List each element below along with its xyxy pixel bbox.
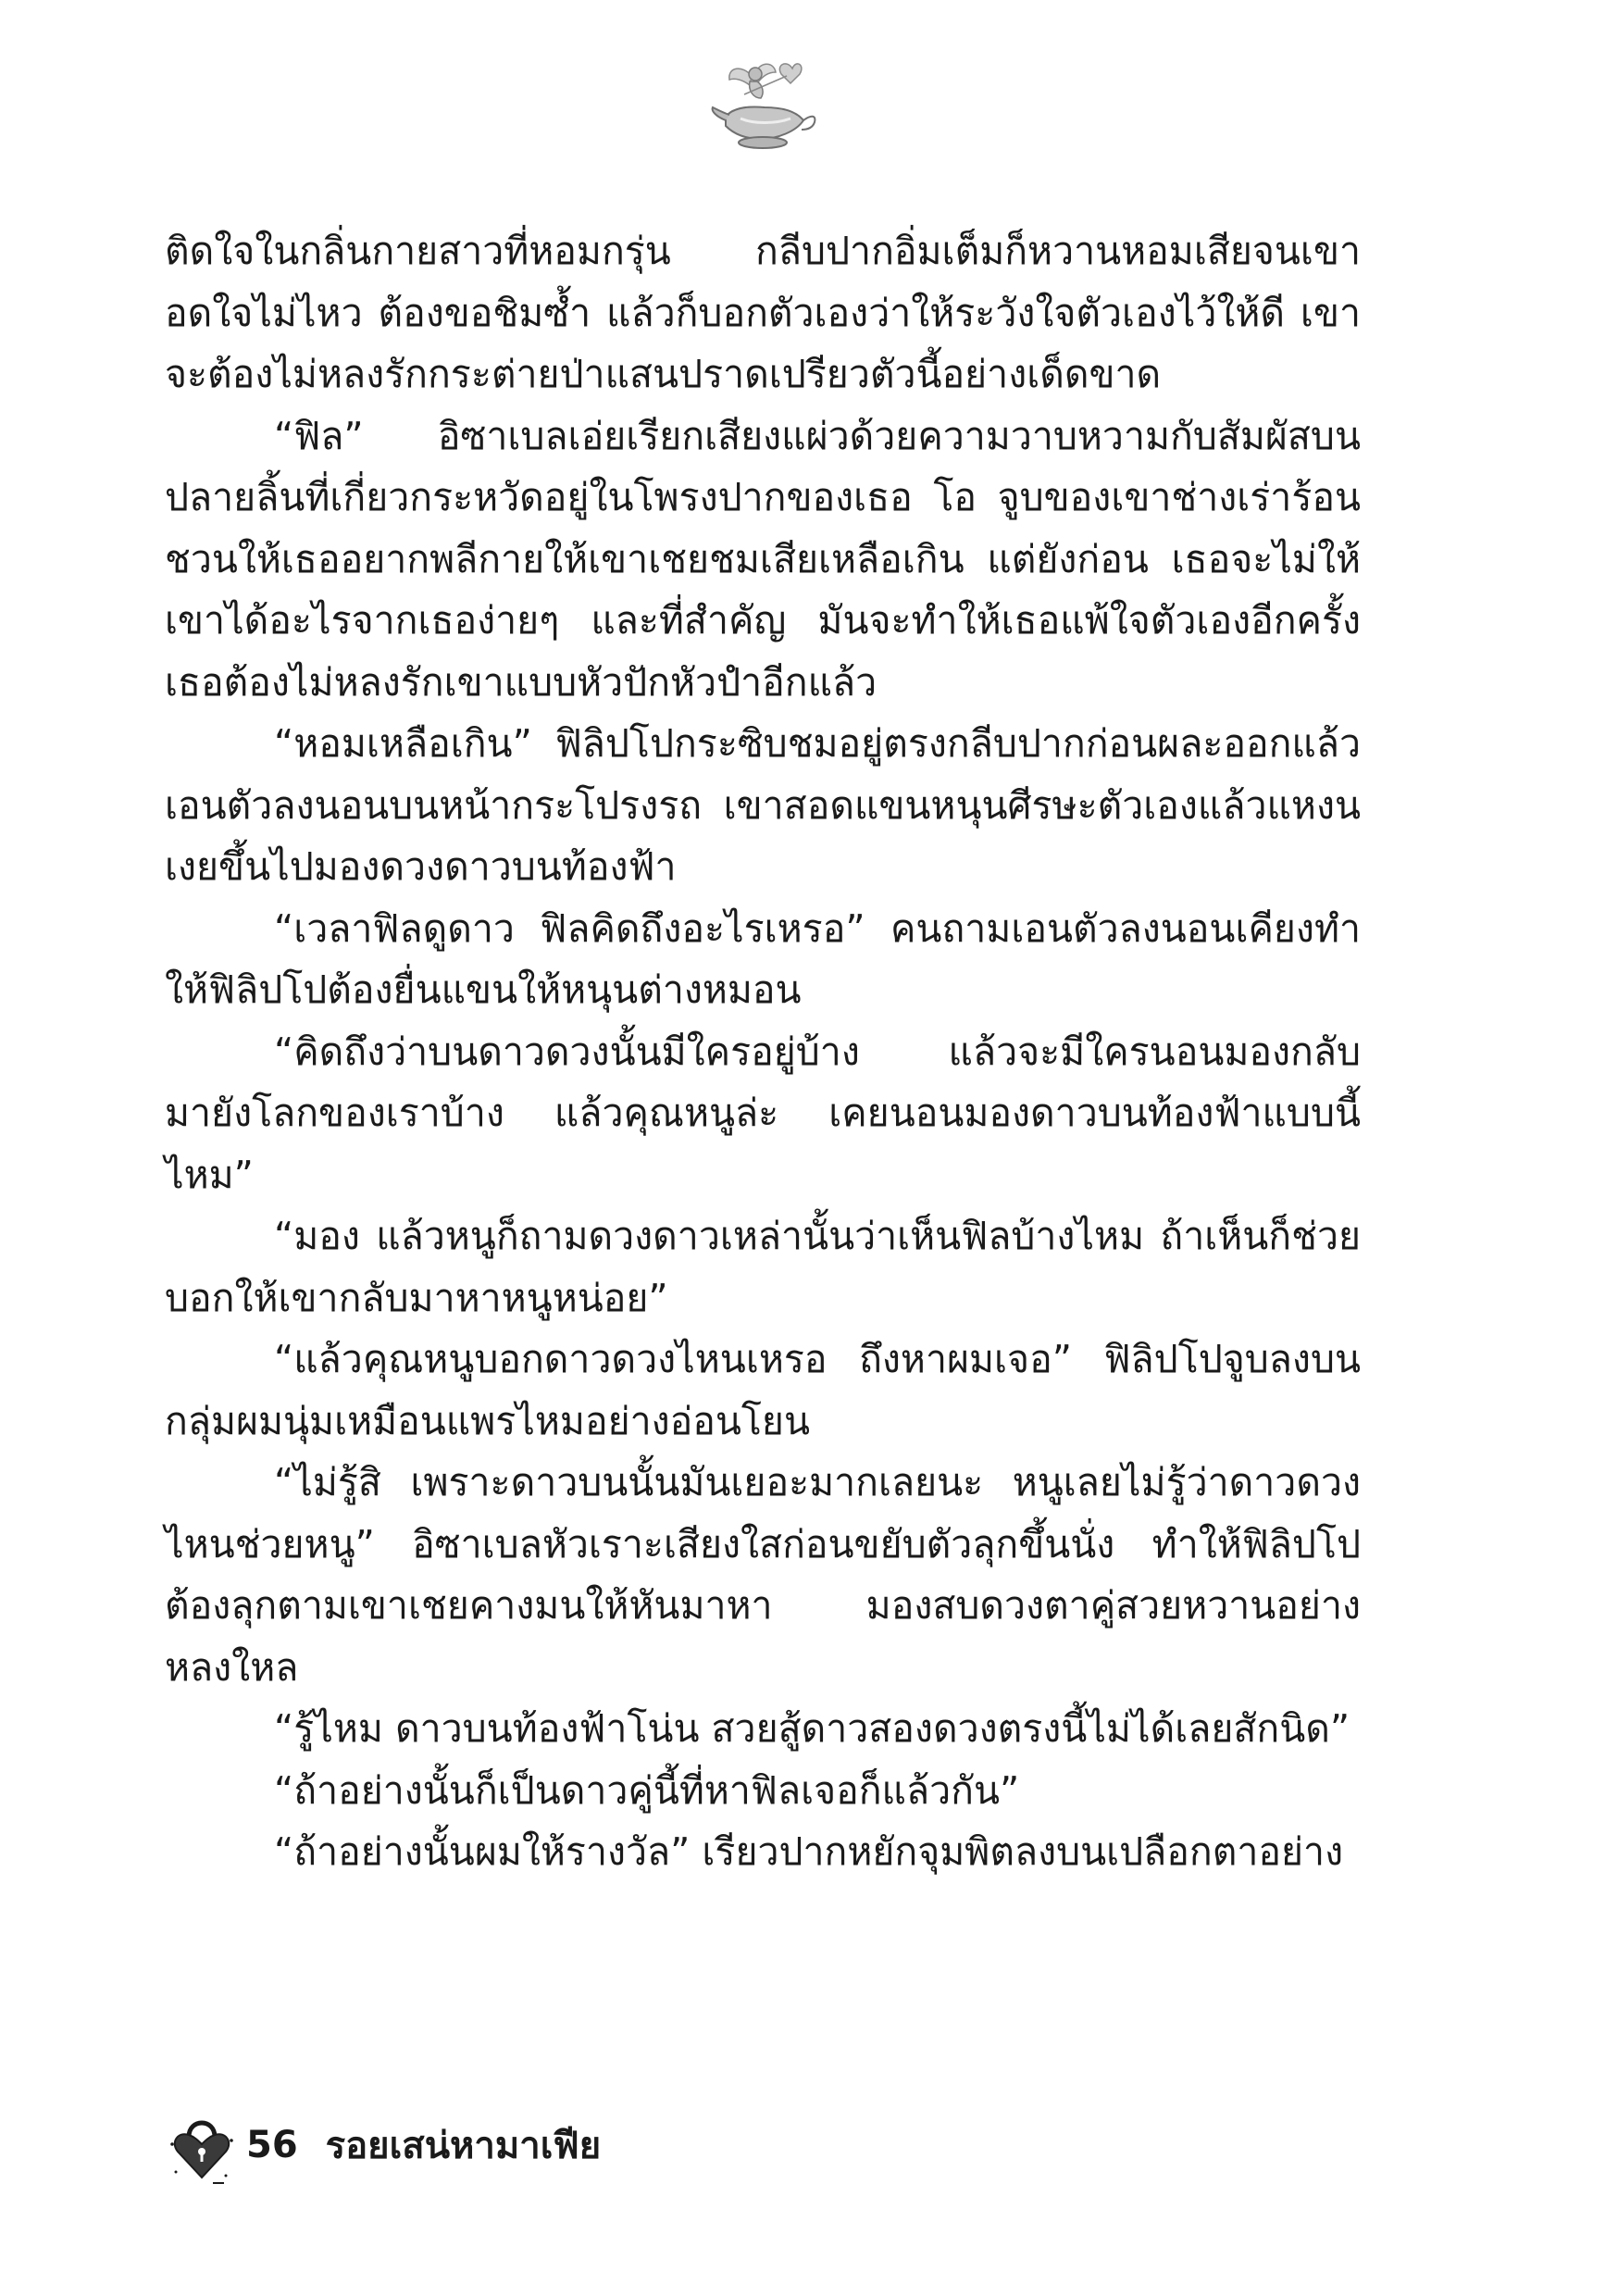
paragraph: “มอง แล้วหนูก็ถามดวงดาวเหล่านั้นว่าเห็นฟิลบ้างไหม ถ้าเห็นก็ช่วยบอกให้เขากลับมาหาหนูหน่อย” [165,1214,1361,1320]
paragraph: “ไม่รู้สิ เพราะดาวบนนั้นมันเยอะมากเลยนะ หนูเลยไม่รู้ว่าดาวดวงไหนช่วยหนู” อิซาเบลหัวเราะเสียงใสก่อนขยับตัวลุกขึ้นนั่ง ทำให้ฟิลิปโปต้องลุกตามเขาเชยคางมนให้หันมาหา มองสบดวงตาคู่สวยหวานอย่างหลงใหล [165,1460,1361,1690]
cupid-teapot-ornament-icon [707,56,818,157]
paragraph: “แล้วคุณหนูบอกดาวดวงไหนเหรอ ถึงหาผมเจอ” ฟิลิปโปจูบลงบนกลุ่มผมนุ่มเหมือนแพรไหมอย่างอ่อนโยน [165,1337,1361,1443]
paragraph: “ถ้าอย่างนั้นก็เป็นดาวคู่นี้ที่หาฟิลเจอก็แล้วกัน” [274,1767,1020,1813]
paragraph: “ถ้าอย่างนั้นผมให้รางวัล” เรียวปากหยักจุมพิตลงบนเปลือกตาอย่าง [274,1829,1344,1874]
page-number: 56 [246,2124,298,2166]
page-footer [165,2103,601,2187]
paragraph: ติดใจในกลิ่นกายสาวที่หอมกรุ่น กลีบปากอิ่มเต็มก็หวานหอมเสียจนเขาอดใจไม่ไหว ต้องขอชิมซ้ำ แล้วก็บอกตัวเองว่าให้ระวังใจตัวเองไว้ให้ดี เขาจะต้องไม่หลงรักกระต่ายป่าแสนปราดเปรียวตัวนี้อย่างเด็ดขาด [165,229,1361,396]
book-title: รอยเสน่หามาเฟีย [325,2125,602,2167]
body-text [165,220,1361,1883]
paragraph: “เวลาฟิลดูดาว ฟิลคิดถึงอะไรเหรอ” คนถามเอนตัวลงนอนเคียงทำให้ฟิลิปโปต้องยื่นแขนให้หนุนต่างหมอน [165,905,1361,1012]
paragraph: “คิดถึงว่าบนดาวดวงนั้นมีใครอยู่บ้าง แล้วจะมีใครนอนมองกลับมายังโลกของเราบ้าง แล้วคุณหนูล่ะ เคยนอนมองดาวบนท้องฟ้าแบบนี้ไหม” [165,1029,1361,1197]
paragraph: “รู้ไหม ดาวบนท้องฟ้าโน่น สวยสู้ดาวสองดวงตรงนี้ไม่ได้เลยสักนิด” [274,1706,1350,1751]
paragraph: “หอมเหลือเกิน” ฟิลิปโปกระซิบชมอยู่ตรงกลีบปากก่อนผละออกแล้วเอนตัวลงนอนบนหน้ากระโปรงรถ เขาสอดแขนหนุนศีรษะตัวเองแล้วแหงนเงยขึ้นไปมองดวงดาวบนท้องฟ้า [165,721,1361,889]
heart-padlock-icon [165,2103,239,2187]
paragraph: “ฟิล” อิซาเบลเอ่ยเรียกเสียงแผ่วด้วยความวาบหวามกับสัมผัสบนปลายลิ้นที่เกี่ยวกระหวัดอยู่ในโพรงปากของเธอ โอ จูบของเขาช่างเร่าร้อนชวนให้เธออยากพลีกายให้เขาเชยชมเสียเหลือเกิน แต่ยังก่อน เธอจะไม่ให้เขาได้อะไรจากเธอง่ายๆ และที่สำคัญ มันจะทำให้เธอแพ้ใจตัวเองอีกครั้ง เธอต้องไม่หลงรักเขาแบบหัวปักหัวปำอีกแล้ว [165,413,1361,705]
